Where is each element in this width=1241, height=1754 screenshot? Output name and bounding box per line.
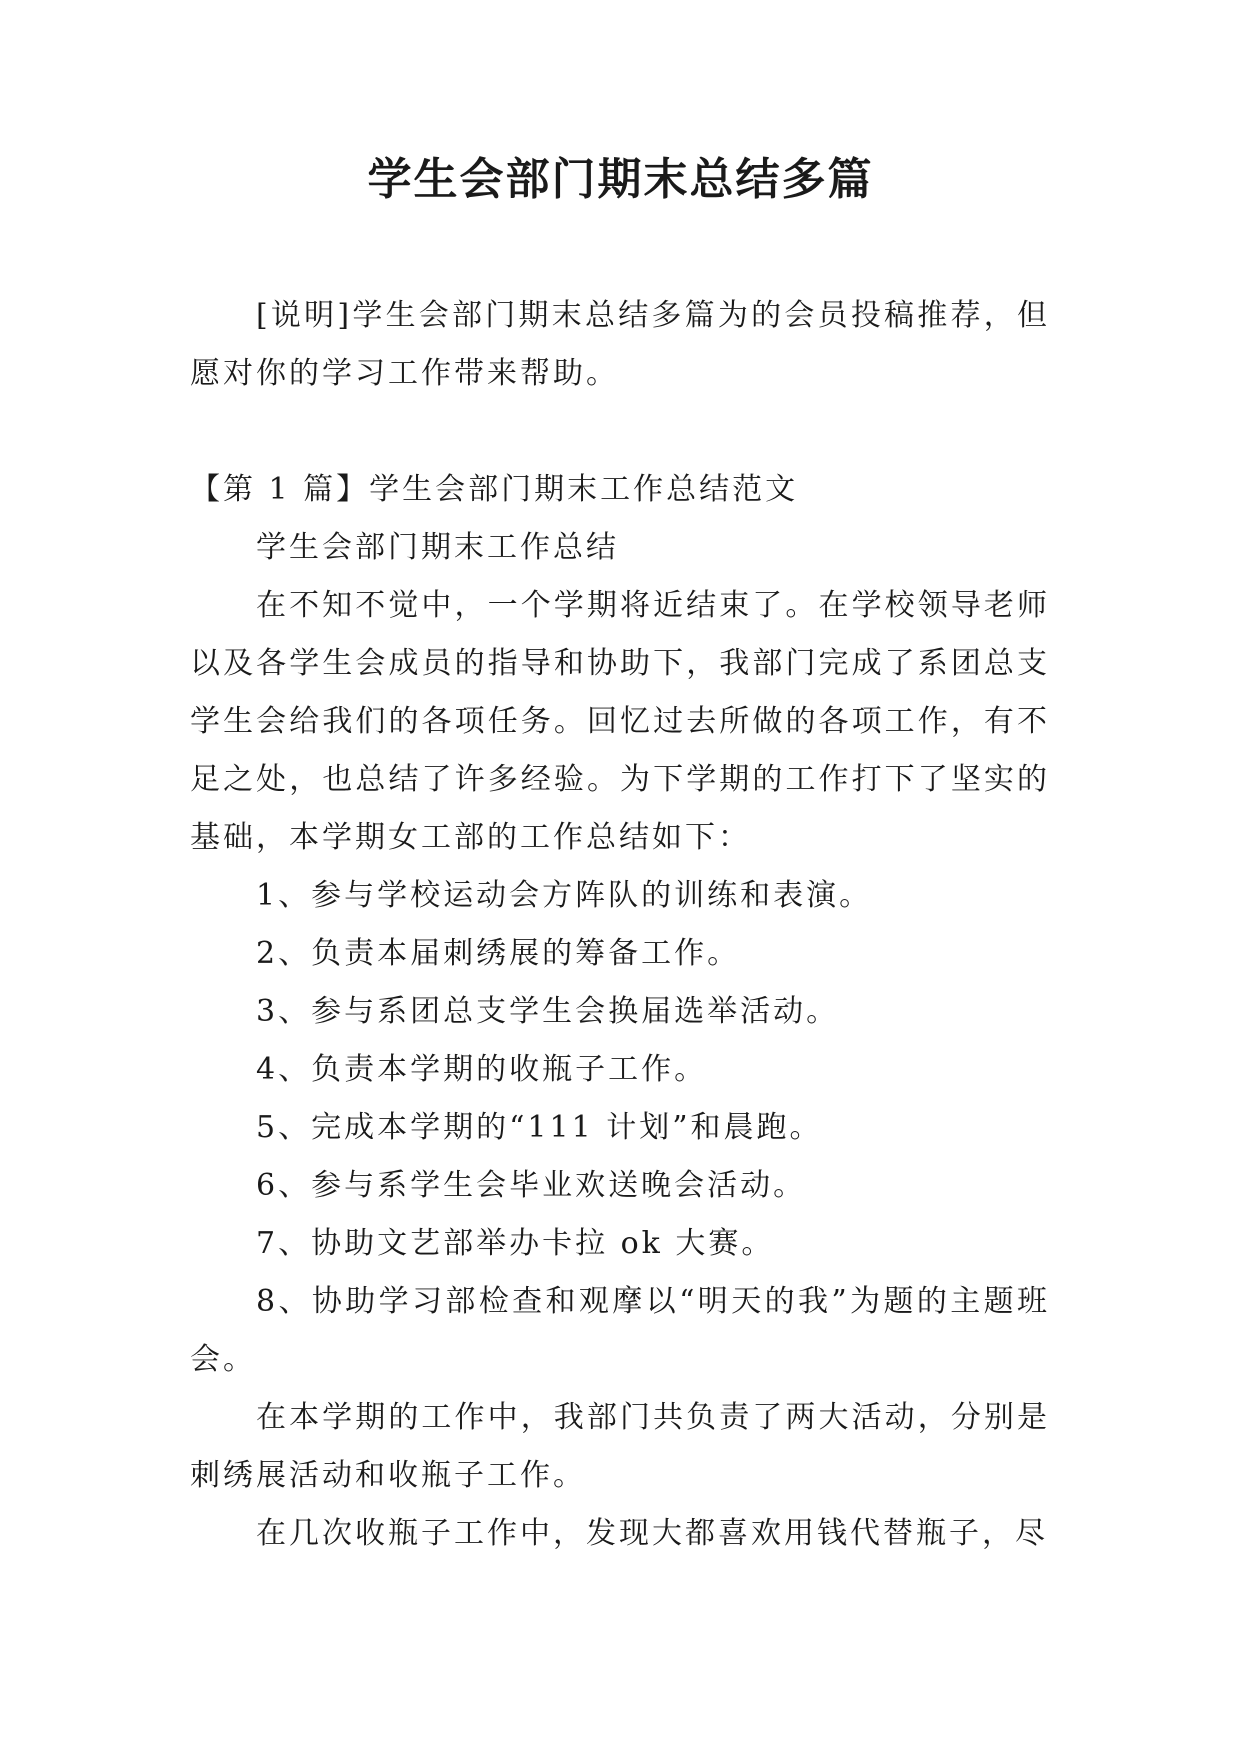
list-item: 5、完成本学期的“111 计划”和晨跑。 — [256, 1110, 823, 1145]
list-item: 2、负责本届刺绣展的筹备工作。 — [256, 936, 741, 971]
section-subtitle: 学生会部门期末工作总结 — [256, 530, 619, 565]
section-heading: 【第 1 篇】学生会部门期末工作总结范文 — [190, 472, 799, 507]
body-paragraph: 在本学期的工作中，我部门共负责了两大活动，分别是刺绣展活动和收瓶子工作。 — [190, 1400, 1050, 1493]
list-item: 7、协助文艺部举办卡拉 ok 大赛。 — [256, 1226, 775, 1261]
list-item: 3、参与系团总支学生会换届选举活动。 — [256, 994, 840, 1029]
list-item: 6、参与系学生会毕业欢送晚会活动。 — [256, 1168, 807, 1203]
body-paragraph: 在不知不觉中，一个学期将近结束了。在学校领导老师以及各学生会成员的指导和协助下，我部门完成了系团总支学生会给我们的各项任务。回忆过去所做的各项工作，有不足之处，也总结了许多经验。为下学期的工作打下了坚实的基础，本学期女工部的工作总结如下： — [190, 588, 1050, 855]
list-item: 1、参与学校运动会方阵队的训练和表演。 — [256, 878, 873, 913]
list-item: 4、负责本学期的收瓶子工作。 — [256, 1052, 708, 1087]
document-title: 学生会部门期末总结多篇 — [367, 154, 874, 205]
body-paragraph: 在几次收瓶子工作中，发现大都喜欢用钱代替瓶子，尽 — [256, 1516, 1048, 1551]
intro-paragraph: [说明]学生会部门期末总结多篇为的会员投稿推荐，但愿对你的学习工作带来帮助。 — [190, 298, 1050, 391]
document-body — [190, 287, 1050, 1563]
list-item: 8、协助学习部检查和观摩以“明天的我”为题的主题班会。 — [190, 1284, 1050, 1377]
